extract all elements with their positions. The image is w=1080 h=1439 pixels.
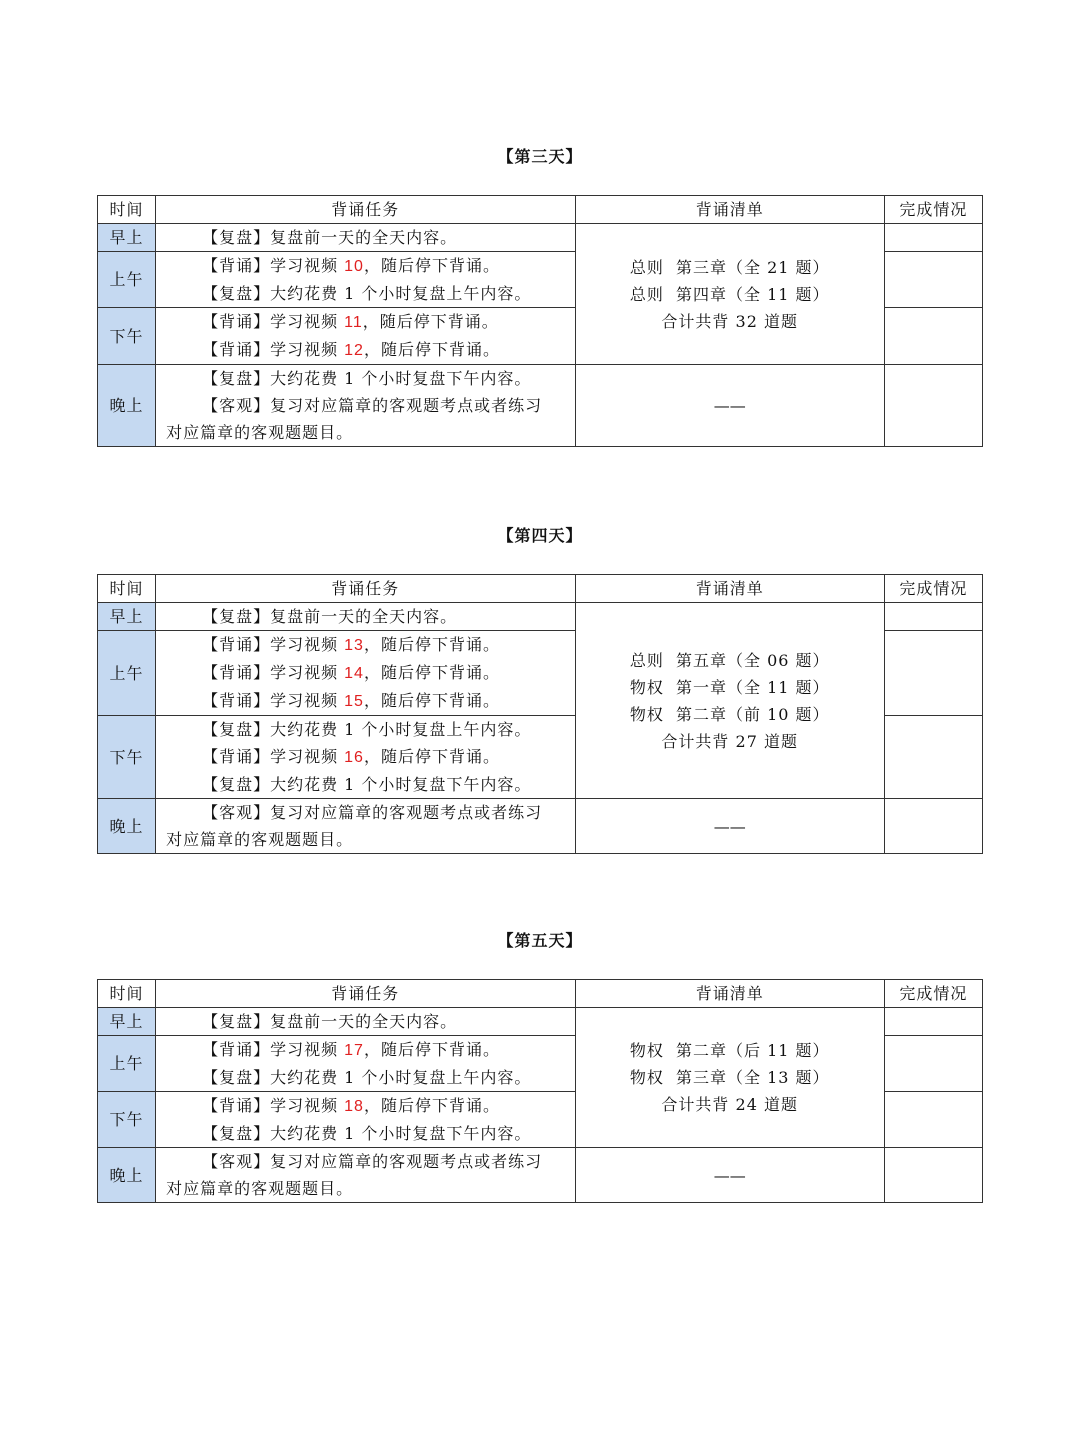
task-line (166, 336, 566, 364)
video-number: 18 (344, 1098, 364, 1115)
completion-status-cell[interactable] (884, 631, 982, 716)
task-line (166, 1036, 566, 1064)
evening-list-dash: —— (713, 816, 746, 836)
task-cell (156, 716, 575, 799)
list-column-header: 背诵清单 (575, 575, 884, 603)
task-line (166, 1120, 566, 1147)
tasks-column-header: 背诵任务 (156, 196, 575, 224)
period-label-evening: 晚上 (98, 1148, 156, 1203)
task-text: 【复盘】大约花费 1 个小时复盘下午内容。 (202, 1124, 532, 1143)
recitation-list-cell (575, 603, 884, 799)
recitation-total: 合计共背 24 道题 (661, 1095, 798, 1114)
table-header-row (98, 980, 983, 1008)
period-label-evening: 晚上 (98, 799, 156, 854)
recitation-list-item: 物权 第二章（前 10 题） (629, 704, 830, 724)
task-text: 【背诵】学习视频 (202, 312, 345, 331)
tasks-column-header: 背诵任务 (156, 980, 575, 1008)
video-number: 12 (344, 342, 364, 359)
period-label-forenoon: 上午 (98, 1036, 156, 1092)
task-text: 【背诵】学习视频 (202, 691, 345, 710)
task-text: 对应篇章的客观题题目。 (166, 423, 354, 442)
task-line (166, 308, 566, 336)
period-label-morning: 早上 (98, 603, 156, 631)
task-line (166, 687, 566, 715)
list-column-header: 背诵清单 (575, 196, 884, 224)
task-text-suffix: ，随后停下背诵。 (363, 691, 500, 710)
table-row (98, 799, 983, 854)
table-header-row (98, 196, 983, 224)
task-text: 【背诵】学习视频 (202, 340, 345, 359)
task-line (166, 365, 566, 392)
task-text: 【复盘】大约花费 1 个小时复盘上午内容。 (202, 1068, 532, 1087)
completion-status-cell[interactable] (884, 603, 982, 631)
time-column-header: 时间 (98, 575, 156, 603)
status-column-header: 完成情况 (884, 980, 982, 1008)
recitation-list-cell (575, 1008, 884, 1148)
period-label-afternoon: 下午 (98, 1092, 156, 1148)
task-text-suffix: ，随后停下背诵。 (363, 1096, 500, 1115)
task-cell (156, 252, 575, 308)
recitation-list-cell (575, 224, 884, 365)
recitation-list-item: 总则 第五章（全 06 题） (629, 650, 830, 670)
task-text: 对应篇章的客观题题目。 (166, 1179, 354, 1198)
completion-status-cell[interactable] (884, 224, 982, 252)
task-line (166, 224, 566, 251)
evening-list-dash: —— (713, 1165, 746, 1185)
task-line (166, 1008, 566, 1035)
video-number: 13 (344, 637, 364, 654)
task-text: 【客观】复习对应篇章的客观题考点或者练习 (202, 803, 543, 822)
schedule-table (97, 979, 983, 1203)
evening-list-dash: —— (713, 396, 746, 415)
task-cell (156, 1008, 575, 1036)
task-line (166, 826, 566, 853)
day-title: 【第五天】 (497, 931, 583, 950)
period-label-morning: 早上 (98, 1008, 156, 1036)
task-text-suffix: ，随后停下背诵。 (362, 312, 499, 331)
recitation-total: 合计共背 32 道题 (661, 311, 798, 331)
completion-status-cell[interactable] (884, 716, 982, 799)
table-header-row (98, 575, 983, 603)
completion-status-cell[interactable] (884, 308, 982, 365)
task-text: 【复盘】大约花费 1 个小时复盘上午内容。 (202, 284, 532, 303)
status-column-header: 完成情况 (884, 575, 982, 603)
task-cell (156, 308, 575, 365)
task-text-suffix: ，随后停下背诵。 (363, 340, 500, 359)
task-line (166, 799, 566, 826)
task-text-suffix: ，随后停下背诵。 (363, 663, 500, 682)
evening-list-cell (575, 799, 884, 854)
recitation-list-item: 总则 第三章（全 21 题） (629, 257, 830, 277)
table-row (98, 1008, 983, 1036)
status-column-header: 完成情况 (884, 196, 982, 224)
task-line (166, 743, 566, 771)
task-cell (156, 1148, 575, 1203)
table-row (98, 365, 983, 447)
evening-list-cell (575, 1148, 884, 1203)
completion-status-cell[interactable] (884, 1148, 982, 1203)
tasks-column-header: 背诵任务 (156, 575, 575, 603)
evening-list-cell (575, 365, 884, 447)
period-label-evening: 晚上 (98, 365, 156, 447)
task-cell (156, 603, 575, 631)
recitation-list-item: 总则 第四章（全 11 题） (629, 284, 830, 304)
task-cell (156, 365, 575, 447)
table-row (98, 1148, 983, 1203)
task-text: 【客观】复习对应篇章的客观题考点或者练习 (202, 1152, 543, 1171)
completion-status-cell[interactable] (884, 1036, 982, 1092)
task-text-suffix: ，随后停下背诵。 (363, 747, 500, 766)
time-column-header: 时间 (98, 196, 156, 224)
task-cell (156, 224, 575, 252)
task-line (166, 280, 566, 307)
period-label-afternoon: 下午 (98, 716, 156, 799)
task-text: 【背诵】学习视频 (202, 256, 345, 275)
task-text: 【复盘】复盘前一天的全天内容。 (202, 1012, 458, 1031)
task-line (166, 716, 566, 743)
recitation-total: 合计共背 27 道题 (661, 731, 798, 751)
task-text: 【背诵】学习视频 (202, 635, 345, 654)
recitation-list-item: 物权 第三章（全 13 题） (629, 1068, 830, 1087)
task-cell (156, 1092, 575, 1148)
task-text: 【复盘】复盘前一天的全天内容。 (202, 607, 458, 626)
video-number: 11 (344, 314, 363, 331)
task-line (166, 1092, 566, 1120)
day-title: 【第四天】 (497, 526, 583, 545)
task-text: 【背诵】学习视频 (202, 1096, 345, 1115)
task-text-suffix: ，随后停下背诵。 (363, 1040, 500, 1059)
video-number: 17 (344, 1042, 364, 1059)
task-line (166, 771, 566, 798)
task-cell (156, 1036, 575, 1092)
schedule-table (97, 195, 983, 447)
task-line (166, 1064, 566, 1091)
schedule-table (97, 574, 983, 854)
recitation-list-item: 物权 第一章（全 11 题） (629, 677, 830, 697)
task-line (166, 603, 566, 630)
task-line (166, 419, 566, 446)
task-line (166, 631, 566, 659)
task-line (166, 1175, 566, 1202)
task-text: 【背诵】学习视频 (202, 747, 345, 766)
completion-status-cell[interactable] (884, 1092, 982, 1148)
period-label-morning: 早上 (98, 224, 156, 252)
task-line (166, 1148, 566, 1175)
task-line (166, 659, 566, 687)
completion-status-cell[interactable] (884, 799, 982, 854)
task-line (166, 392, 566, 419)
task-text: 【背诵】学习视频 (202, 663, 345, 682)
task-text: 【复盘】大约花费 1 个小时复盘下午内容。 (202, 369, 532, 388)
completion-status-cell[interactable] (884, 252, 982, 308)
video-number: 10 (344, 258, 364, 275)
task-text: 【复盘】大约花费 1 个小时复盘下午内容。 (202, 775, 532, 794)
period-label-afternoon: 下午 (98, 308, 156, 365)
task-line (166, 252, 566, 280)
task-text: 对应篇章的客观题题目。 (166, 830, 354, 849)
task-text-suffix: ，随后停下背诵。 (363, 635, 500, 654)
period-label-forenoon: 上午 (98, 631, 156, 716)
completion-status-cell[interactable] (884, 365, 982, 447)
table-row (98, 224, 983, 252)
video-number: 16 (344, 749, 364, 766)
task-text: 【背诵】学习视频 (202, 1040, 345, 1059)
time-column-header: 时间 (98, 980, 156, 1008)
task-text: 【复盘】复盘前一天的全天内容。 (202, 228, 458, 247)
task-cell (156, 631, 575, 716)
task-text-suffix: ，随后停下背诵。 (363, 256, 500, 275)
task-text: 【复盘】大约花费 1 个小时复盘上午内容。 (202, 720, 532, 739)
task-text: 【客观】复习对应篇章的客观题考点或者练习 (202, 396, 543, 415)
period-label-forenoon: 上午 (98, 252, 156, 308)
video-number: 15 (344, 693, 364, 710)
day-title: 【第三天】 (497, 147, 583, 166)
completion-status-cell[interactable] (884, 1008, 982, 1036)
recitation-list-item: 物权 第二章（后 11 题） (629, 1041, 830, 1060)
video-number: 14 (344, 665, 364, 682)
list-column-header: 背诵清单 (575, 980, 884, 1008)
task-cell (156, 799, 575, 854)
table-row (98, 603, 983, 631)
